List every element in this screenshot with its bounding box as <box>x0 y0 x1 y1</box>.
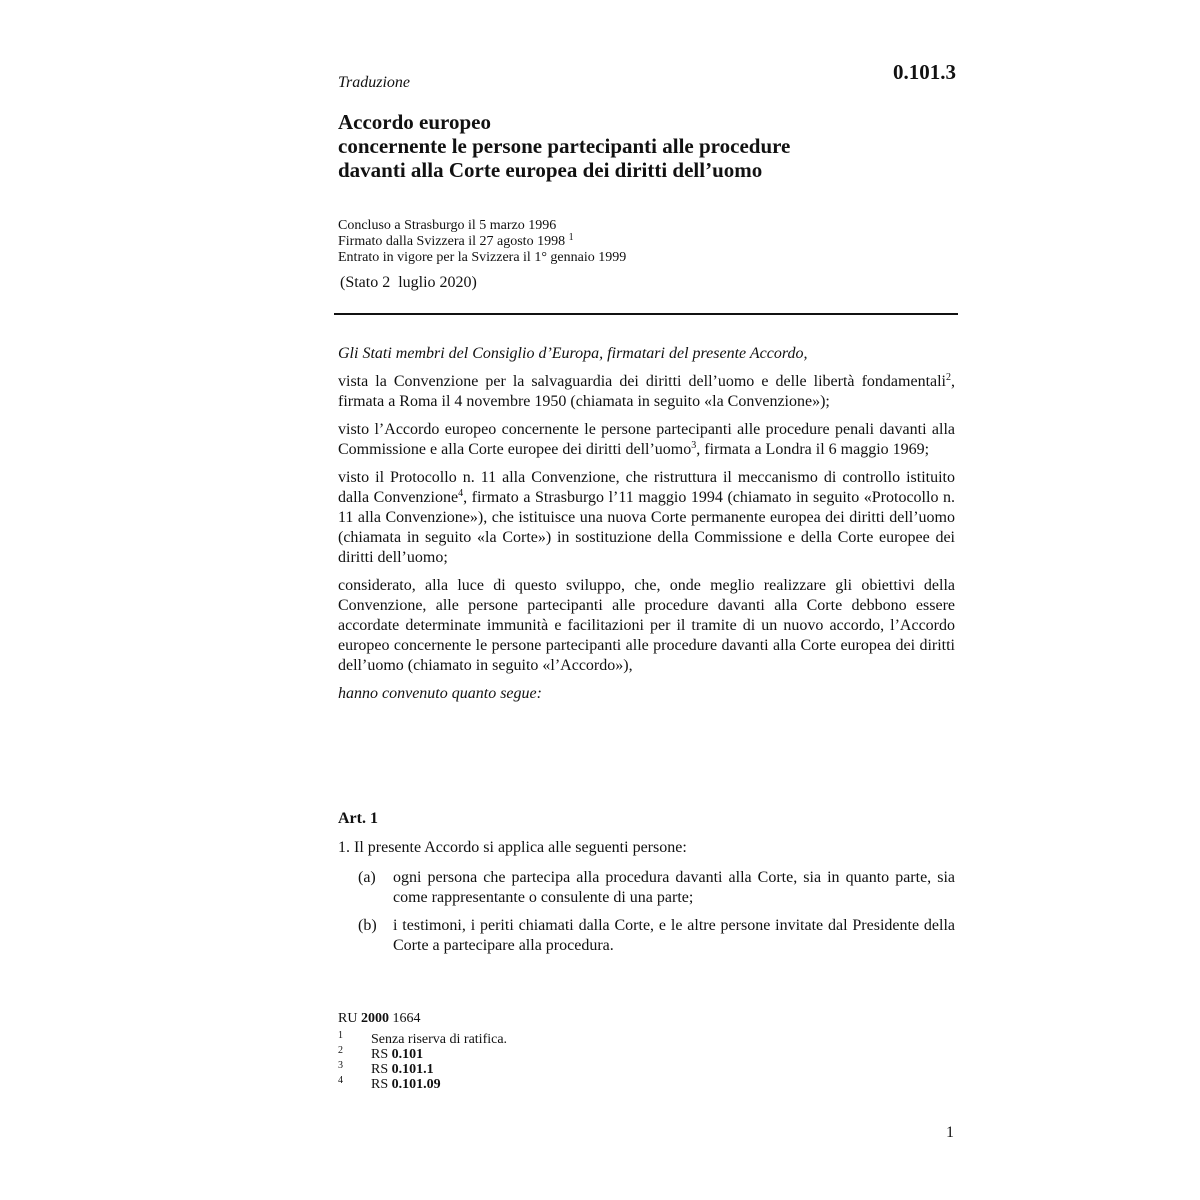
footnote-ref[interactable]: 3 <box>691 440 697 451</box>
preamble-paragraph: visto l’Accordo europeo concernente le persone partecipanti alle procedure penali davanti alla Commissione e alla Corte europee dei diritti dell’uomo$^3$, firmata a Londra il 6 maggio 1969; <box>338 421 955 458</box>
sr-link[interactable]: 0.101 <box>391 1047 424 1062</box>
footnote-number: 1 <box>338 1030 343 1041</box>
footnote: 2 RS 0.101 <box>338 1045 424 1062</box>
page-number: 1 <box>946 1124 954 1141</box>
footnote: 4 RS 0.101.09 <box>338 1075 441 1092</box>
footnote: 1 Senza riserva di ratifica. <box>338 1030 508 1047</box>
footnote-number: 4 <box>338 1075 343 1086</box>
footnote-ref[interactable]: 4 <box>458 488 464 499</box>
sr-link[interactable]: 0.101.09 <box>391 1077 441 1092</box>
title-line-1: Accordo europeo <box>338 110 491 134</box>
preamble-closing: hanno convenuto quanto segue: <box>338 685 542 702</box>
in-force-date: Entrato in vigore per la Svizzera il 1° gennaio 1999 <box>338 250 627 265</box>
article-title: Art. 1 <box>338 810 378 827</box>
list-item-label: (b) <box>358 917 377 934</box>
divider-rule <box>334 313 958 315</box>
footnote-number: 3 <box>338 1060 343 1071</box>
signed-date: Firmato dalla Svizzera il 27 agosto 1998 $^1$ <box>338 232 574 249</box>
concluded-date: Concluso a Strasburgo il 5 marzo 1996 <box>338 218 557 233</box>
list-item <box>358 868 955 908</box>
dates-block <box>338 218 626 266</box>
preamble-paragraph: vista la Convenzione per la salvaguardia dei diritti dell’uomo e delle libertà fondamentali$^2$, firmata a Roma il 4 novembre 1950 (chiamata in seguito «la Convenzione»); <box>338 372 955 410</box>
sr-link[interactable]: 0.101.1 <box>391 1062 434 1077</box>
title-line-3: davanti alla Corte europea dei diritti dell’uomo <box>338 158 763 182</box>
preamble-intro: Gli Stati membri del Consiglio d’Europa, firmatari del presente Accordo, <box>338 345 808 362</box>
status-date: (Stato 2 luglio 2020) <box>340 274 477 291</box>
preamble-paragraph: visto il Protocollo n. 11 alla Convenzione, che ristruttura il meccanismo di controllo istituito dalla Convenzione$^4$, firmato a Strasburgo l’11 maggio 1994 (chiamato in seguito «Protocollo n. 11 alla Convenzione»), che istituisce una nuova Corte permanente europea dei diritti dell’uomo (chiamata in seguito «la Corte») in sostituzione della Commissione e della Corte europee dei diritti dell’uomo; <box>338 469 956 566</box>
document-number: 0.101.3 <box>893 60 956 84</box>
footnote-ref[interactable]: 1 <box>568 232 574 243</box>
translation-note: Traduzione <box>338 74 411 91</box>
document-title <box>338 110 958 182</box>
ru-reference: RU 2000 1664 <box>338 1011 421 1026</box>
preamble <box>338 344 955 712</box>
article-intro: 1. Il presente Accordo si applica alle seguenti persone: <box>338 839 687 856</box>
footnote: 3 RS 0.101.1 <box>338 1060 434 1077</box>
footnote-ref[interactable]: 2 <box>946 372 951 383</box>
list-item-label: (a) <box>358 869 376 886</box>
list-item <box>358 916 955 956</box>
footnotes <box>338 1032 507 1092</box>
title-line-2: concernente le persone partecipanti alle procedure <box>338 134 791 158</box>
list-item-text: ogni persona che partecipa alla procedura davanti alla Corte, sia in quanto parte, sia come rappresentante o consulente di una parte; <box>393 869 955 906</box>
list-item-text: i testimoni, i periti chiamati dalla Corte, e le altre persone invitate dal Presidente della Corte a partecipare alla procedura. <box>393 917 955 954</box>
footnote-number: 2 <box>338 1045 343 1056</box>
preamble-paragraph: considerato, alla luce di questo sviluppo, che, onde meglio realizzare gli obiettivi della Convenzione, alle persone partecipanti alle procedure davanti alla Corte debbono essere accordate determinate immunità e facilitazioni per il tramite di un nuovo accordo, l’Accordo europeo concernente le persone partecipanti alle procedure davanti alla Corte europea dei diritti dell’uomo (chiamato in seguito «l’Accordo»), <box>338 577 955 674</box>
